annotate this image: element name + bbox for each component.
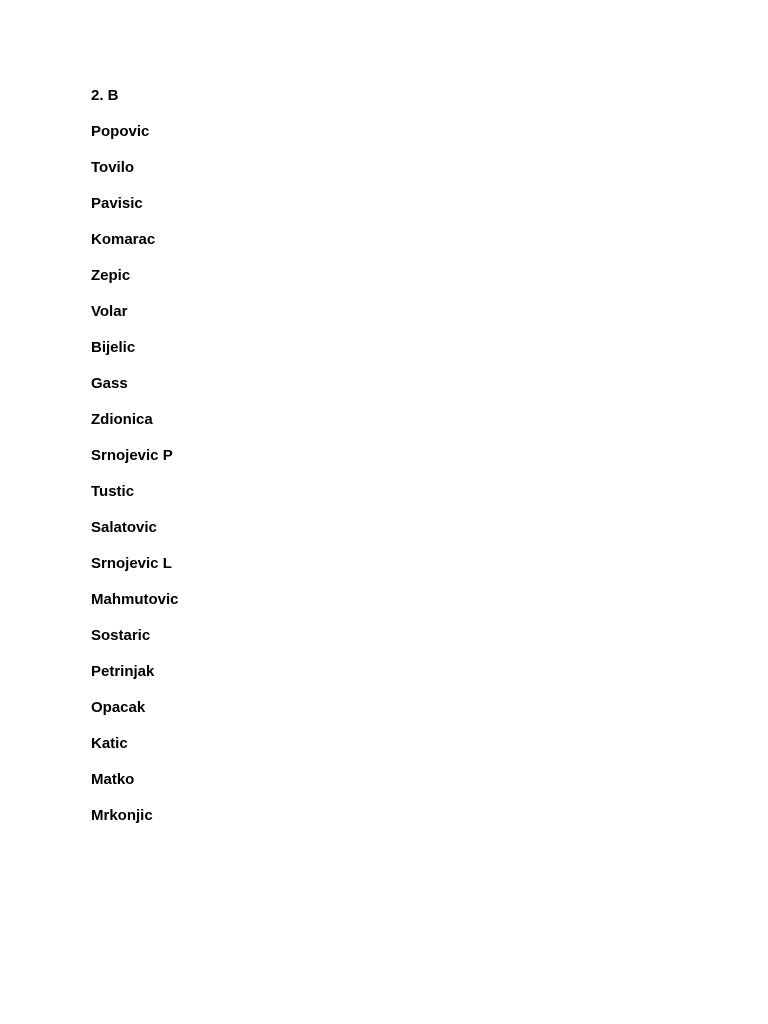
list-item: Pavisic [91,195,143,212]
list-item: Mahmutovic [91,591,179,608]
list-item: Salatovic [91,519,157,536]
list-item: Zdionica [91,411,153,428]
list-item: Srnojevic L [91,555,172,572]
list-item: Bijelic [91,339,136,356]
list-item: Popovic [91,123,150,140]
list-item: Tovilo [91,159,135,176]
list-item: Matko [91,771,135,788]
list-item: Srnojevic P [91,447,173,464]
list-item: Sostaric [91,627,151,644]
list-item: Opacak [91,699,146,716]
list-item: Petrinjak [91,663,155,680]
list-item: Mrkonjic [91,807,153,824]
list-item: Katic [91,735,128,752]
list-item: Volar [91,303,128,320]
list-item: Komarac [91,231,156,248]
list-heading: 2. B [91,87,119,104]
list-item: Gass [91,375,128,392]
list-item: Tustic [91,483,135,500]
name-list [91,86,179,842]
list-item: Zepic [91,267,131,284]
